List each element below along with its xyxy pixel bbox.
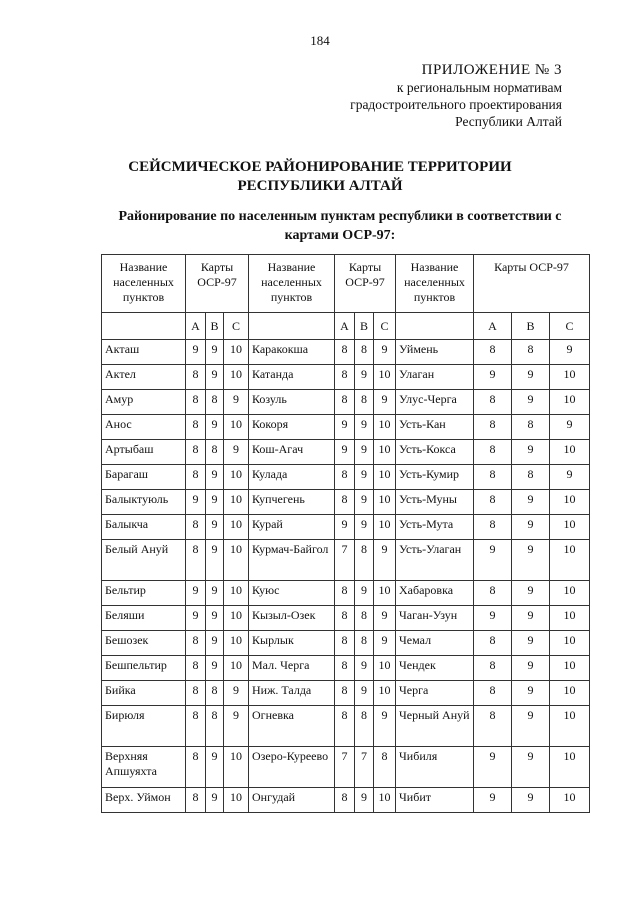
settlement-name-cell: Кырлык	[249, 631, 335, 656]
table-row	[102, 606, 590, 631]
map-a-cell: 9	[335, 440, 355, 465]
map-b-cell: 9	[512, 365, 550, 390]
map-c-cell: 9	[374, 706, 396, 747]
settlement-name-cell: Кокоря	[249, 415, 335, 440]
map-c-cell: 10	[374, 656, 396, 681]
table-row	[102, 340, 590, 365]
map-b-cell: 9	[206, 788, 224, 813]
map-a-cell: 8	[474, 490, 512, 515]
map-a-cell: 8	[474, 515, 512, 540]
table-row	[102, 515, 590, 540]
map-b-cell: 9	[512, 515, 550, 540]
title-line: РЕСПУБЛИКИ АЛТАЙ	[237, 178, 403, 194]
map-c-cell: 10	[374, 415, 396, 440]
settlement-name-cell: Курмач-Байгол	[249, 540, 335, 581]
map-c-cell: 10	[550, 656, 590, 681]
appendix-line: к региональным нормативам	[396, 80, 562, 95]
map-c-cell: 10	[550, 606, 590, 631]
settlement-name-cell: Бельтир	[102, 581, 186, 606]
map-c-cell: 10	[224, 540, 249, 581]
map-b-cell: 9	[355, 440, 374, 465]
map-b-cell: 9	[355, 656, 374, 681]
map-b-cell: 8	[355, 340, 374, 365]
map-c-cell: 10	[224, 631, 249, 656]
table-row	[102, 390, 590, 415]
map-a-cell: 8	[335, 788, 355, 813]
map-a-cell: 8	[186, 631, 206, 656]
settlement-name-cell: Усть-Кан	[396, 415, 474, 440]
settlement-name-cell: Каракокша	[249, 340, 335, 365]
map-b-cell: 8	[355, 706, 374, 747]
map-c-cell: 10	[550, 581, 590, 606]
map-a-cell: 8	[335, 581, 355, 606]
settlement-name-cell: Бирюля	[102, 706, 186, 747]
map-a-cell: 9	[474, 365, 512, 390]
map-b-cell: 9	[355, 788, 374, 813]
map-b-cell: 9	[355, 415, 374, 440]
document-subtitle	[80, 207, 600, 245]
map-a-cell: 8	[474, 415, 512, 440]
map-b-cell: 9	[206, 747, 224, 788]
map-a-cell: 8	[474, 706, 512, 747]
page-number: 184	[310, 33, 330, 48]
subheader-c: С	[374, 313, 396, 340]
map-b-cell: 9	[206, 581, 224, 606]
map-b-cell: 9	[355, 365, 374, 390]
map-c-cell: 10	[374, 490, 396, 515]
map-b-cell: 9	[355, 465, 374, 490]
map-c-cell: 9	[550, 465, 590, 490]
map-a-cell: 8	[186, 747, 206, 788]
map-b-cell: 9	[512, 581, 550, 606]
map-a-cell: 7	[335, 540, 355, 581]
map-b-cell: 9	[512, 747, 550, 788]
settlement-name-cell: Артыбаш	[102, 440, 186, 465]
settlement-name-cell: Улус-Черга	[396, 390, 474, 415]
header-name-col: Название населенных пунктов	[396, 255, 474, 313]
map-a-cell: 8	[335, 340, 355, 365]
map-c-cell: 9	[224, 681, 249, 706]
map-a-cell: 9	[474, 788, 512, 813]
map-a-cell: 9	[335, 415, 355, 440]
map-c-cell: 10	[224, 415, 249, 440]
map-c-cell: 9	[374, 340, 396, 365]
map-a-cell: 9	[186, 606, 206, 631]
map-c-cell: 10	[224, 515, 249, 540]
subheader-a: А	[474, 313, 512, 340]
appendix-line: Республики Алтай	[455, 114, 562, 129]
map-c-cell: 10	[550, 540, 590, 581]
settlement-name-cell: Ниж. Талда	[249, 681, 335, 706]
map-c-cell: 10	[550, 747, 590, 788]
map-c-cell: 9	[374, 606, 396, 631]
map-c-cell: 10	[224, 490, 249, 515]
header-maps-col: Карты ОСР-97	[335, 255, 396, 313]
map-b-cell: 9	[206, 515, 224, 540]
map-a-cell: 9	[186, 490, 206, 515]
subheader-empty	[102, 313, 186, 340]
table-row	[102, 540, 590, 581]
map-c-cell: 10	[374, 365, 396, 390]
table-row	[102, 440, 590, 465]
settlement-name-cell: Кулада	[249, 465, 335, 490]
map-c-cell: 10	[224, 788, 249, 813]
table-header-row	[102, 255, 590, 313]
document-title	[0, 158, 640, 196]
map-b-cell: 8	[206, 390, 224, 415]
settlement-name-cell: Бешозек	[102, 631, 186, 656]
map-b-cell: 9	[355, 515, 374, 540]
map-a-cell: 7	[335, 747, 355, 788]
map-a-cell: 8	[186, 681, 206, 706]
map-c-cell: 9	[550, 340, 590, 365]
map-a-cell: 8	[186, 465, 206, 490]
map-c-cell: 10	[550, 390, 590, 415]
map-c-cell: 10	[550, 440, 590, 465]
settlement-name-cell: Белый Ануй	[102, 540, 186, 581]
table-row	[102, 656, 590, 681]
map-a-cell: 8	[474, 681, 512, 706]
subheader-c: С	[550, 313, 590, 340]
map-a-cell: 8	[474, 631, 512, 656]
settlement-name-cell: Верх. Уймон	[102, 788, 186, 813]
map-c-cell: 10	[374, 440, 396, 465]
table-row	[102, 788, 590, 813]
settlement-name-cell: Акташ	[102, 340, 186, 365]
map-a-cell: 8	[335, 681, 355, 706]
map-c-cell: 10	[550, 681, 590, 706]
map-a-cell: 8	[335, 706, 355, 747]
map-b-cell: 9	[512, 788, 550, 813]
map-c-cell: 10	[224, 606, 249, 631]
map-c-cell: 9	[374, 540, 396, 581]
map-a-cell: 8	[474, 440, 512, 465]
map-a-cell: 9	[186, 340, 206, 365]
table-row	[102, 581, 590, 606]
seismic-zoning-table	[101, 254, 590, 813]
settlement-name-cell: Бешпельтир	[102, 656, 186, 681]
map-a-cell: 8	[335, 656, 355, 681]
settlement-name-cell: Чендек	[396, 656, 474, 681]
subheader-empty	[249, 313, 335, 340]
settlement-name-cell: Черга	[396, 681, 474, 706]
map-a-cell: 8	[186, 440, 206, 465]
settlement-name-cell: Куюс	[249, 581, 335, 606]
header-name-col: Название населенных пунктов	[249, 255, 335, 313]
map-a-cell: 8	[186, 540, 206, 581]
map-a-cell: 8	[474, 465, 512, 490]
map-b-cell: 9	[206, 606, 224, 631]
subheader-c: С	[224, 313, 249, 340]
map-b-cell: 9	[355, 490, 374, 515]
map-a-cell: 8	[186, 415, 206, 440]
map-c-cell: 10	[224, 747, 249, 788]
title-line: СЕЙСМИЧЕСКОЕ РАЙОНИРОВАНИЕ ТЕРРИТОРИИ	[128, 159, 512, 175]
map-b-cell: 8	[512, 465, 550, 490]
header-name-col: Название населенных пунктов	[102, 255, 186, 313]
map-a-cell: 8	[186, 656, 206, 681]
map-b-cell: 9	[512, 606, 550, 631]
map-c-cell: 9	[224, 706, 249, 747]
map-c-cell: 10	[374, 465, 396, 490]
settlement-name-cell: Озеро-Куреево	[249, 747, 335, 788]
map-a-cell: 8	[186, 365, 206, 390]
map-a-cell: 8	[474, 340, 512, 365]
settlement-name-cell: Актел	[102, 365, 186, 390]
map-c-cell: 10	[374, 581, 396, 606]
table-row	[102, 681, 590, 706]
table-row	[102, 631, 590, 656]
map-c-cell: 10	[550, 788, 590, 813]
settlement-name-cell: Усть-Кумир	[396, 465, 474, 490]
map-c-cell: 10	[224, 581, 249, 606]
settlement-name-cell: Мал. Черга	[249, 656, 335, 681]
settlement-name-cell: Усть-Муны	[396, 490, 474, 515]
map-a-cell: 8	[474, 656, 512, 681]
map-b-cell: 8	[355, 390, 374, 415]
map-a-cell: 8	[335, 490, 355, 515]
subtitle-line: Районирование по населенным пунктам республики в соответствии с	[118, 209, 562, 224]
map-b-cell: 9	[512, 490, 550, 515]
settlement-name-cell: Усть-Кокса	[396, 440, 474, 465]
settlement-name-cell: Черный Ануй	[396, 706, 474, 747]
map-b-cell: 9	[512, 681, 550, 706]
subtitle-line: картами ОСР-97:	[284, 228, 396, 243]
map-c-cell: 10	[224, 340, 249, 365]
map-c-cell: 10	[550, 515, 590, 540]
map-b-cell: 9	[206, 656, 224, 681]
map-b-cell: 9	[512, 656, 550, 681]
table-row	[102, 465, 590, 490]
map-c-cell: 9	[374, 631, 396, 656]
appendix-line: градостроительного проектирования	[350, 97, 562, 112]
table-row	[102, 706, 590, 747]
map-a-cell: 9	[474, 540, 512, 581]
map-b-cell: 8	[355, 606, 374, 631]
map-b-cell: 9	[206, 490, 224, 515]
table-row	[102, 365, 590, 390]
map-b-cell: 9	[512, 540, 550, 581]
map-b-cell: 9	[512, 706, 550, 747]
map-b-cell: 8	[206, 681, 224, 706]
settlement-name-cell: Чаган-Узун	[396, 606, 474, 631]
subheader-b: В	[512, 313, 550, 340]
settlement-name-cell: Уймень	[396, 340, 474, 365]
map-a-cell: 8	[186, 788, 206, 813]
map-b-cell: 9	[512, 440, 550, 465]
map-c-cell: 10	[224, 365, 249, 390]
map-c-cell: 9	[374, 390, 396, 415]
map-b-cell: 9	[355, 581, 374, 606]
map-a-cell: 9	[335, 515, 355, 540]
map-c-cell: 10	[374, 515, 396, 540]
map-b-cell: 8	[355, 540, 374, 581]
table-row	[102, 490, 590, 515]
map-c-cell: 10	[224, 656, 249, 681]
settlement-name-cell: Огневка	[249, 706, 335, 747]
map-a-cell: 8	[474, 390, 512, 415]
map-b-cell: 8	[512, 340, 550, 365]
map-a-cell: 8	[474, 581, 512, 606]
settlement-name-cell: Козуль	[249, 390, 335, 415]
settlement-name-cell: Усть-Улаган	[396, 540, 474, 581]
settlement-name-cell: Хабаровка	[396, 581, 474, 606]
subheader-b: В	[206, 313, 224, 340]
map-c-cell: 10	[224, 465, 249, 490]
settlement-name-cell: Купчегень	[249, 490, 335, 515]
map-b-cell: 9	[206, 465, 224, 490]
settlement-name-cell: Чемал	[396, 631, 474, 656]
settlement-name-cell: Верхняя Апшуяхта	[102, 747, 186, 788]
subheader-b: В	[355, 313, 374, 340]
map-c-cell: 9	[224, 440, 249, 465]
table-subheader-row	[102, 313, 590, 340]
header-maps-col: Карты ОСР-97	[186, 255, 249, 313]
map-a-cell: 8	[335, 390, 355, 415]
subheader-a: А	[186, 313, 206, 340]
settlement-name-cell: Чибит	[396, 788, 474, 813]
map-a-cell: 9	[474, 747, 512, 788]
map-c-cell: 9	[550, 415, 590, 440]
settlement-name-cell: Амур	[102, 390, 186, 415]
settlement-name-cell: Балыктуюль	[102, 490, 186, 515]
settlement-name-cell: Кош-Агач	[249, 440, 335, 465]
settlement-name-cell: Бийка	[102, 681, 186, 706]
settlement-name-cell: Улаган	[396, 365, 474, 390]
map-b-cell: 9	[206, 631, 224, 656]
map-c-cell: 10	[550, 631, 590, 656]
map-c-cell: 10	[550, 490, 590, 515]
map-b-cell: 8	[355, 631, 374, 656]
map-b-cell: 9	[206, 365, 224, 390]
map-a-cell: 8	[335, 465, 355, 490]
map-a-cell: 9	[474, 606, 512, 631]
subheader-a: А	[335, 313, 355, 340]
map-c-cell: 10	[550, 706, 590, 747]
settlement-name-cell: Курай	[249, 515, 335, 540]
map-a-cell: 8	[335, 606, 355, 631]
map-b-cell: 9	[206, 415, 224, 440]
map-a-cell: 8	[186, 390, 206, 415]
map-a-cell: 8	[335, 365, 355, 390]
subheader-empty	[396, 313, 474, 340]
settlement-name-cell: Усть-Мута	[396, 515, 474, 540]
map-b-cell: 9	[206, 340, 224, 365]
map-b-cell: 9	[206, 540, 224, 581]
settlement-name-cell: Балыкча	[102, 515, 186, 540]
map-c-cell: 10	[550, 365, 590, 390]
map-a-cell: 9	[186, 581, 206, 606]
map-b-cell: 9	[355, 681, 374, 706]
map-c-cell: 9	[224, 390, 249, 415]
settlement-name-cell: Кызыл-Озек	[249, 606, 335, 631]
map-b-cell: 8	[206, 440, 224, 465]
map-b-cell: 9	[512, 390, 550, 415]
header-maps-col: Карты ОСР-97	[474, 255, 590, 313]
map-a-cell: 8	[186, 706, 206, 747]
settlement-name-cell: Барагаш	[102, 465, 186, 490]
appendix-block	[350, 62, 562, 130]
appendix-title: ПРИЛОЖЕНИЕ № 3	[421, 62, 562, 78]
table-row	[102, 747, 590, 788]
table-row	[102, 415, 590, 440]
settlement-name-cell: Анос	[102, 415, 186, 440]
settlement-name-cell: Беляши	[102, 606, 186, 631]
settlement-name-cell: Онгудай	[249, 788, 335, 813]
settlement-name-cell: Катанда	[249, 365, 335, 390]
settlement-name-cell: Чибиля	[396, 747, 474, 788]
map-a-cell: 8	[186, 515, 206, 540]
map-c-cell: 8	[374, 747, 396, 788]
map-b-cell: 9	[512, 631, 550, 656]
map-b-cell: 7	[355, 747, 374, 788]
map-c-cell: 10	[374, 788, 396, 813]
map-b-cell: 8	[206, 706, 224, 747]
map-b-cell: 8	[512, 415, 550, 440]
map-c-cell: 10	[374, 681, 396, 706]
map-a-cell: 8	[335, 631, 355, 656]
